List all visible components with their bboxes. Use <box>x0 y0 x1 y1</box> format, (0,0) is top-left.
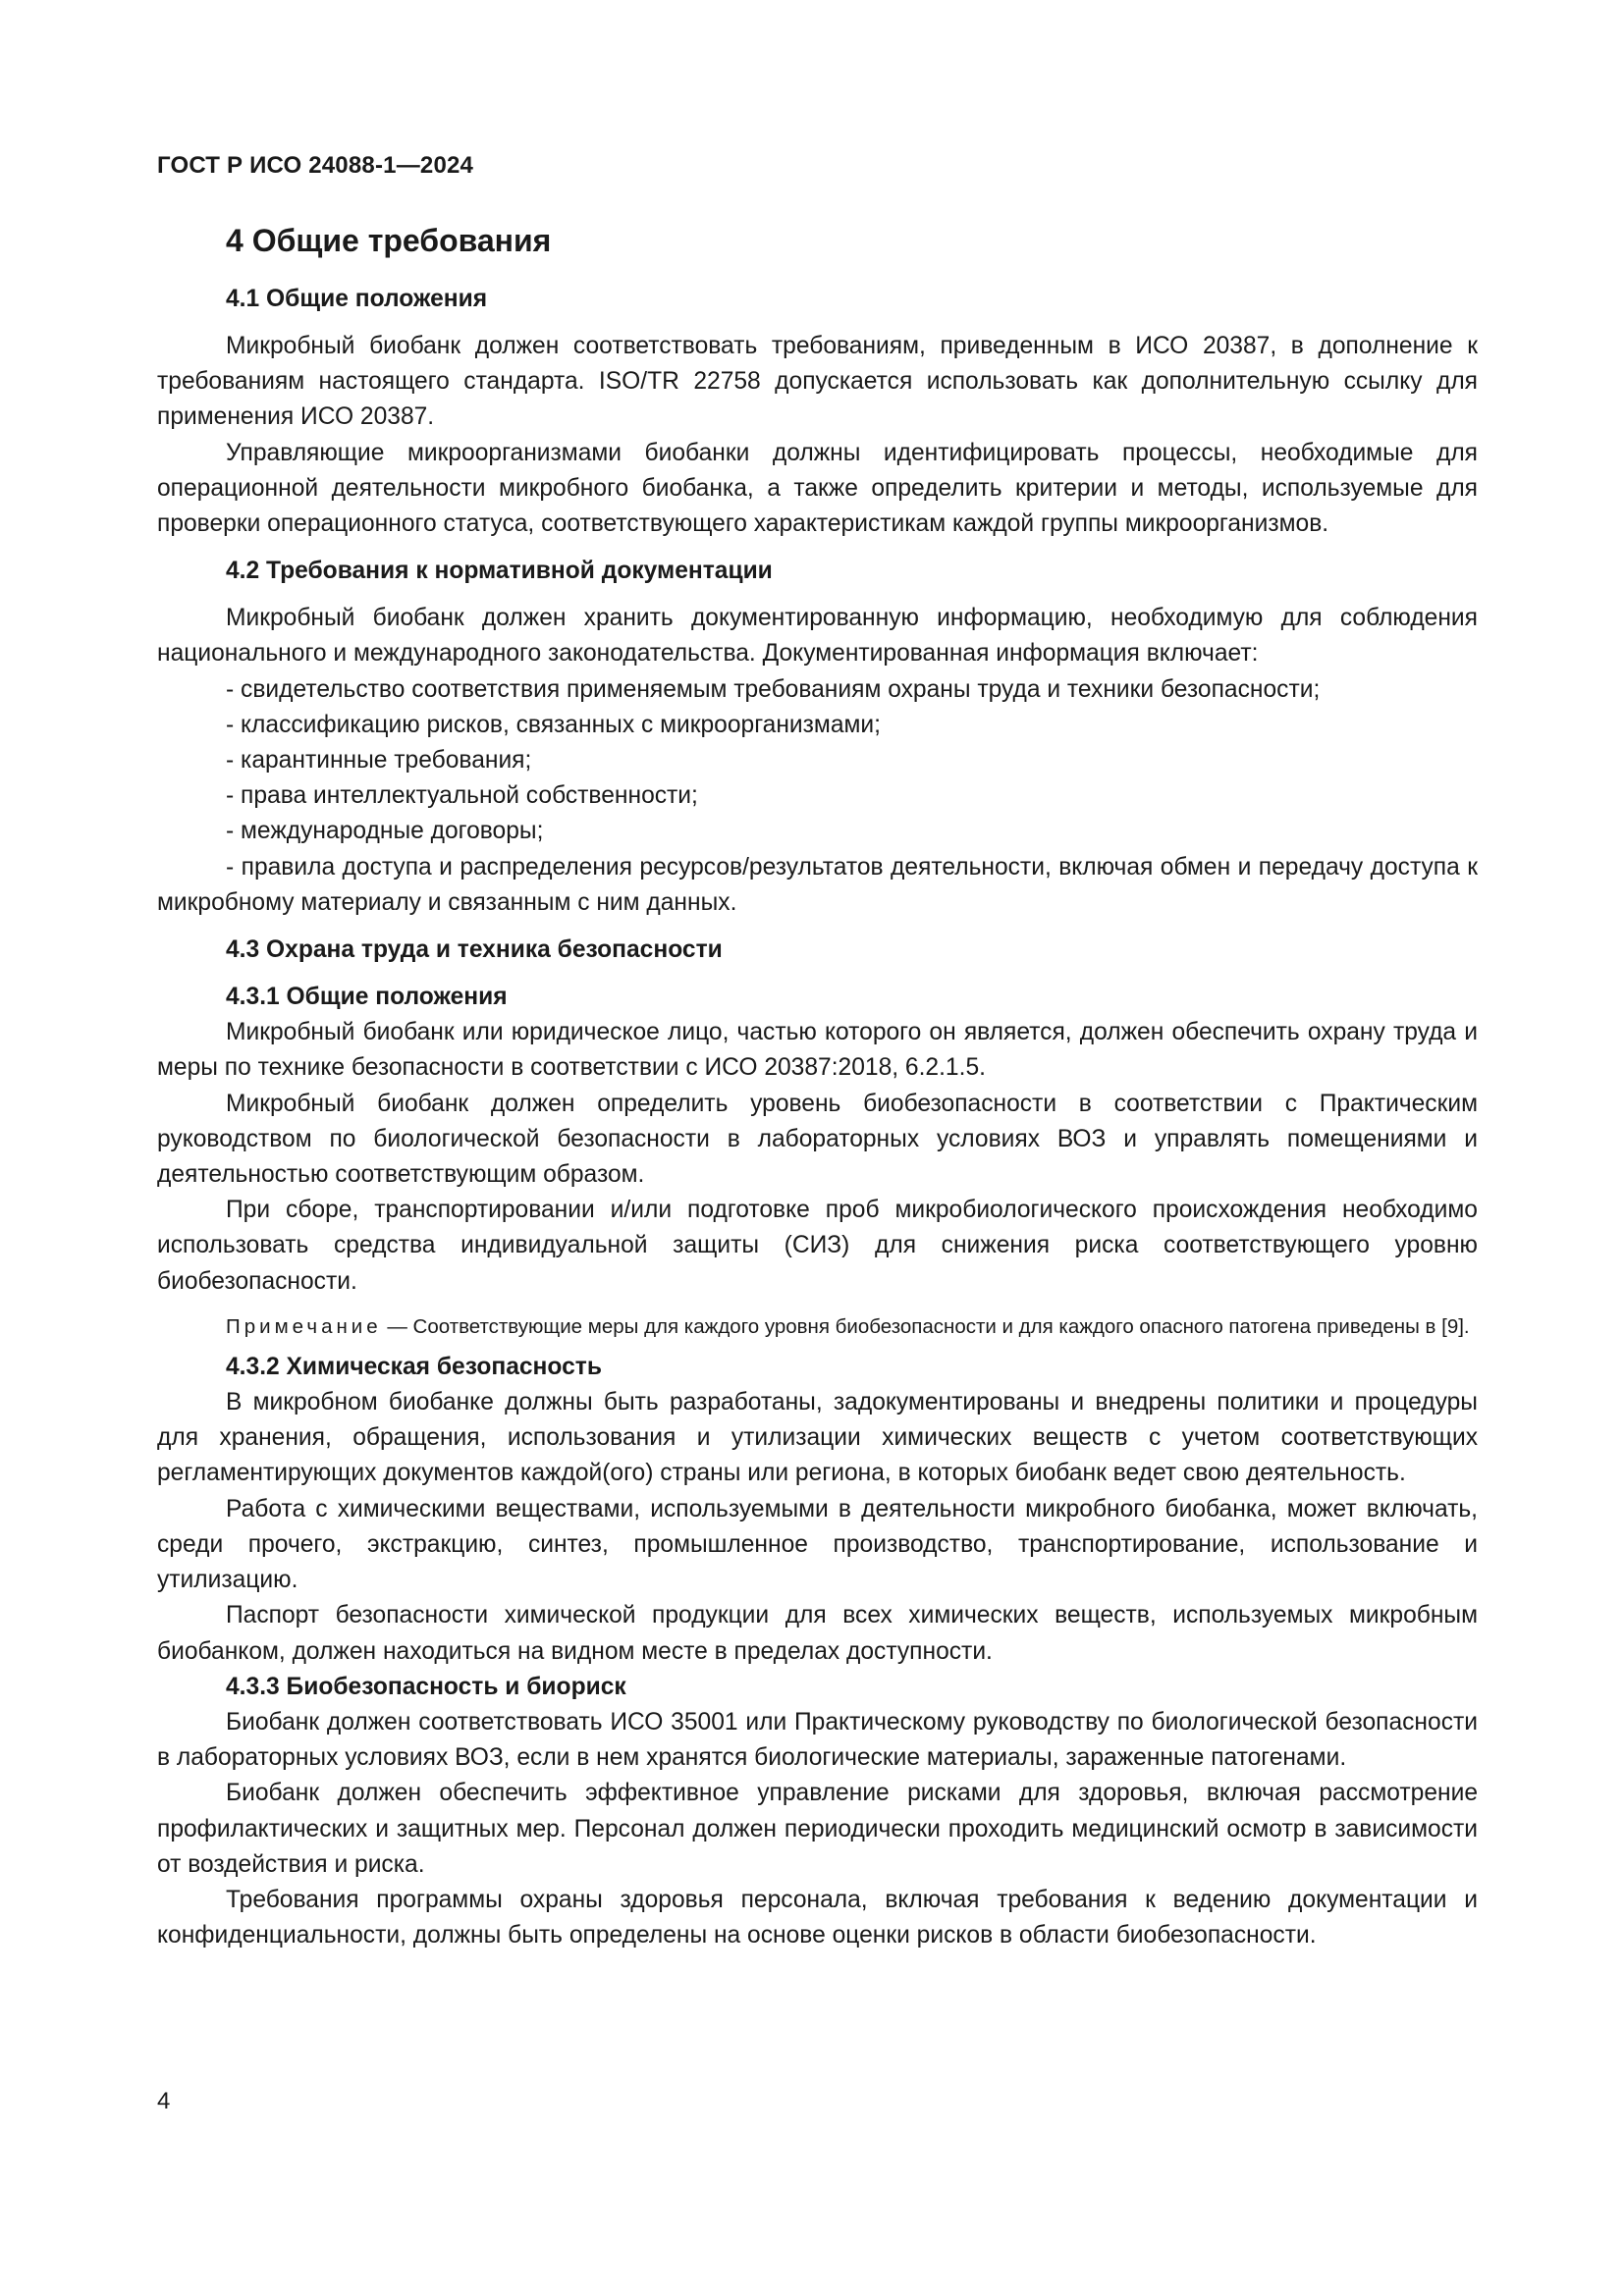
note <box>157 1311 1478 1342</box>
list-item: - классификацию рисков, связанных с микроорганизмами; <box>226 711 881 738</box>
section-4-3-2-title: 4.3.2 Химическая безопасность <box>226 1353 602 1380</box>
section-4-title: 4 Общие требования <box>226 223 552 258</box>
section-4-3-1-title: 4.3.1 Общие положения <box>226 984 508 1011</box>
list-item: - свидетельство соответствия применяемым требованиям охраны труда и техники безопасности; <box>226 675 1321 703</box>
section-4-3-1-paragraph-3: При сборе, транспортировании и/или подготовке проб микробиологического происхождения необходимо использовать средства индивидуальной защиты (СИЗ) для снижения риска соответствующего уровню биобезопасности. <box>157 1197 1478 1295</box>
section-4-1-paragraph-1: Микробный биобанк должен соответствовать требованиям, приведенным в ИСО 20387, в дополнение к требованиям настоящего стандарта. ISO/TR 22758 допускается использовать как дополнительную ссылку для применения ИСО 20387. <box>157 333 1478 431</box>
page-content <box>157 221 1478 1953</box>
section-4-3-3-paragraph-1: Биобанк должен соответствовать ИСО 35001 или Практическому руководству по биологической безопасности в лабораторных условиях ВОЗ, если в нем хранятся биологические материалы, зараженные патогенами. <box>157 1708 1478 1772</box>
section-4-1-paragraph-2: Управляющие микроорганизмами биобанки должны идентифицировать процессы, необходимые для операционной деятельности микробного биобанка, а также определить критерии и методы, используемые для проверки операционного статуса, соответствующего характеристикам каждой группы микроорганизмов. <box>157 439 1478 538</box>
list-item: - международные договоры; <box>226 818 544 845</box>
section-4-2-paragraph-1: Микробный биобанк должен хранить документированную информацию, необходимую для соблюдения национального и международного законодательства. Документированная информация включает: <box>157 605 1478 667</box>
note-text: — Соответствующие меры для каждого уровня биобезопасности и для каждого опасного патогена приведены в [9]. <box>381 1314 1470 1338</box>
note-label: Примечание <box>226 1314 382 1338</box>
documentation-list <box>157 672 1478 921</box>
list-item: - правила доступа и распределения ресурсов/результатов деятельности, включая обмен и передачу доступа к микробному материалу и связанным с ним данных. <box>157 853 1478 916</box>
section-4-3-3-title: 4.3.3 Биобезопасность и биориск <box>226 1673 626 1700</box>
standard-header: ГОСТ Р ИСО 24088-1—2024 <box>157 152 474 179</box>
section-4-3-2-paragraph-1: В микробном биобанке должны быть разработаны, задокументированы и внедрены политики и процедуры для хранения, обращения, использования и утилизации химических веществ с учетом соответствующих регламентирующих документов каждой(ого) страны или региона, в которых биобанк ведет свою деятельность. <box>157 1389 1478 1487</box>
section-4-3-3-paragraph-2: Биобанк должен обеспечить эффективное управление рисками для здоровья, включая рассмотрение профилактических и защитных мер. Персонал должен периодически проходить медицинский осмотр в зависимости от воздействия и риска. <box>157 1780 1478 1878</box>
page-number: 4 <box>157 2088 171 2114</box>
section-4-2-title: 4.2 Требования к нормативной документации <box>226 558 773 585</box>
section-4-3-1-paragraph-2: Микробный биобанк должен определить уровень биобезопасности в соответствии с Практическим руководством по биологической безопасности в лабораторных условиях ВОЗ и управлять помещениями и деятельностью соответствующим образом. <box>157 1090 1478 1189</box>
list-item: - права интеллектуальной собственности; <box>226 782 698 810</box>
section-4-3-3-paragraph-3: Требования программы охраны здоровья персонала, включая требования к ведению документации и конфиденциальности, должны быть определены на основе оценки рисков в области биобезопасности. <box>157 1886 1478 1949</box>
list-item: - карантинные требования; <box>226 747 532 774</box>
section-4-3-1-paragraph-1: Микробный биобанк или юридическое лицо, частью которого он является, должен обеспечить охрану труда и меры по технике безопасности в соответствии с ИСО 20387:2018, 6.2.1.5. <box>157 1019 1478 1082</box>
section-4-3-2-paragraph-3: Паспорт безопасности химической продукции для всех химических веществ, используемых микробным биобанком, должен находиться на видном месте в пределах доступности. <box>157 1602 1478 1665</box>
section-4-1-title: 4.1 Общие положения <box>226 286 488 312</box>
section-4-3-title: 4.3 Охрана труда и техника безопасности <box>226 936 723 964</box>
section-4-3-2-paragraph-2: Работа с химическими веществами, используемыми в деятельности микробного биобанка, может включать, среди прочего, экстракцию, синтез, промышленное производство, транспортирование, использование и утилизацию. <box>157 1495 1478 1594</box>
